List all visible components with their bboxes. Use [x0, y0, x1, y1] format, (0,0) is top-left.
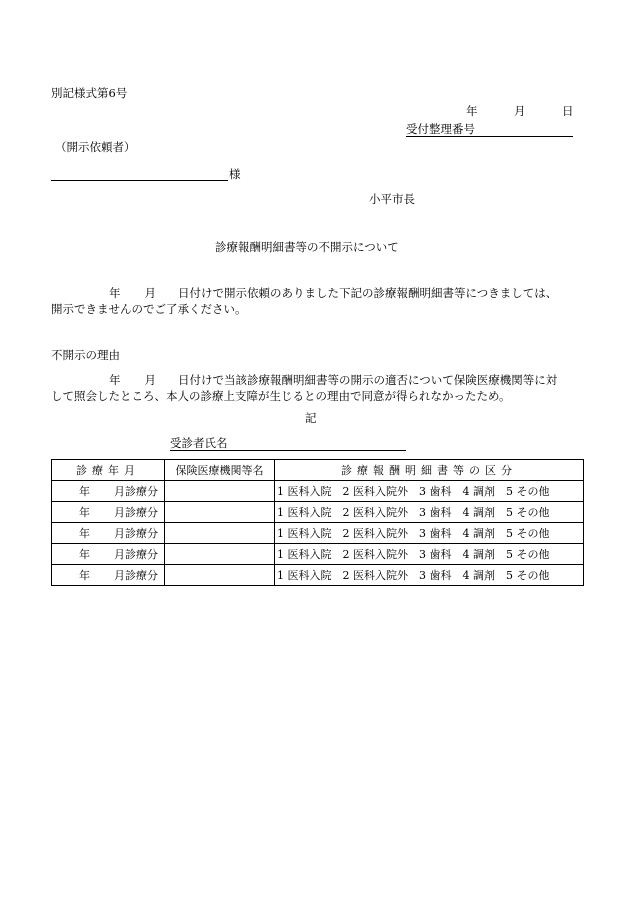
- table-row: [52, 544, 584, 565]
- date-day-label: 日: [562, 104, 574, 118]
- header-category: 診療報酬明細書等の区分: [275, 460, 584, 481]
- intro-month: 月: [144, 286, 156, 300]
- reason-heading: 不開示の理由: [51, 348, 120, 362]
- category-cell: 1 医科入院 2 医科入院外 3 歯科 4 調剤 5 その他: [275, 544, 584, 565]
- institution-cell: [165, 565, 275, 586]
- treatment-month-cell: 年 月診療分: [52, 523, 165, 544]
- date-year-label: 年: [466, 104, 478, 118]
- reason-month: 月: [144, 373, 156, 387]
- patient-name-line: [170, 450, 406, 451]
- sender-name: 小平市長: [369, 192, 415, 206]
- category-cell: 1 医科入院 2 医科入院外 3 歯科 4 調剤 5 その他: [275, 481, 584, 502]
- reason-line2: して照会したところ、本人の診療上支障が生じるとの理由で同意が得られなかったため。: [51, 389, 511, 403]
- requester-label: （開示依頼者）: [55, 140, 136, 154]
- category-cell: 1 医科入院 2 医科入院外 3 歯科 4 調剤 5 その他: [275, 523, 584, 544]
- requester-name-line: [51, 180, 228, 181]
- patient-name-label: 受診者氏名: [170, 436, 228, 450]
- receipt-number-label: 受付整理番号: [406, 122, 475, 136]
- header-treatment-month: 診療年月: [52, 460, 165, 481]
- institution-cell: [165, 544, 275, 565]
- treatment-month-cell: 年 月診療分: [52, 502, 165, 523]
- intro-paragraph: [51, 285, 591, 317]
- intro-year: 年: [109, 286, 121, 300]
- table-row: [52, 565, 584, 586]
- institution-cell: [165, 502, 275, 523]
- treatment-month-cell: 年 月診療分: [52, 565, 165, 586]
- institution-cell: [165, 481, 275, 502]
- table-row: [52, 481, 584, 502]
- document-title: 診療報酬明細書等の不開示について: [215, 240, 399, 254]
- header-institution: 保険医療機関等名: [165, 460, 275, 481]
- honorific-sama: 様: [229, 167, 241, 181]
- form-number: 別記様式第6号: [51, 86, 128, 100]
- institution-cell: [165, 523, 275, 544]
- category-cell: 1 医科入院 2 医科入院外 3 歯科 4 調剤 5 その他: [275, 502, 584, 523]
- category-cell: 1 医科入院 2 医科入院外 3 歯科 4 調剤 5 その他: [275, 565, 584, 586]
- treatment-month-cell: 年 月診療分: [52, 544, 165, 565]
- reason-year: 年: [109, 373, 121, 387]
- table-row: [52, 523, 584, 544]
- ki-marker: 記: [305, 411, 317, 425]
- reason-paragraph: [51, 372, 591, 404]
- date-month-label: 月: [514, 104, 526, 118]
- intro-line2: 開示できませんのでご了承ください。: [51, 302, 247, 316]
- table-header-row: [52, 460, 584, 481]
- table-row: [52, 502, 584, 523]
- treatment-month-cell: 年 月診療分: [52, 481, 165, 502]
- receipt-number-line: [406, 136, 573, 137]
- reason-line1: 日付けで当該診療報酬明細書等の開示の適否について保険医療機関等に対: [178, 373, 558, 387]
- intro-line1: 日付けで開示依頼のありました下記の診療報酬明細書等につきましては、: [178, 286, 558, 300]
- claims-table: [51, 459, 584, 586]
